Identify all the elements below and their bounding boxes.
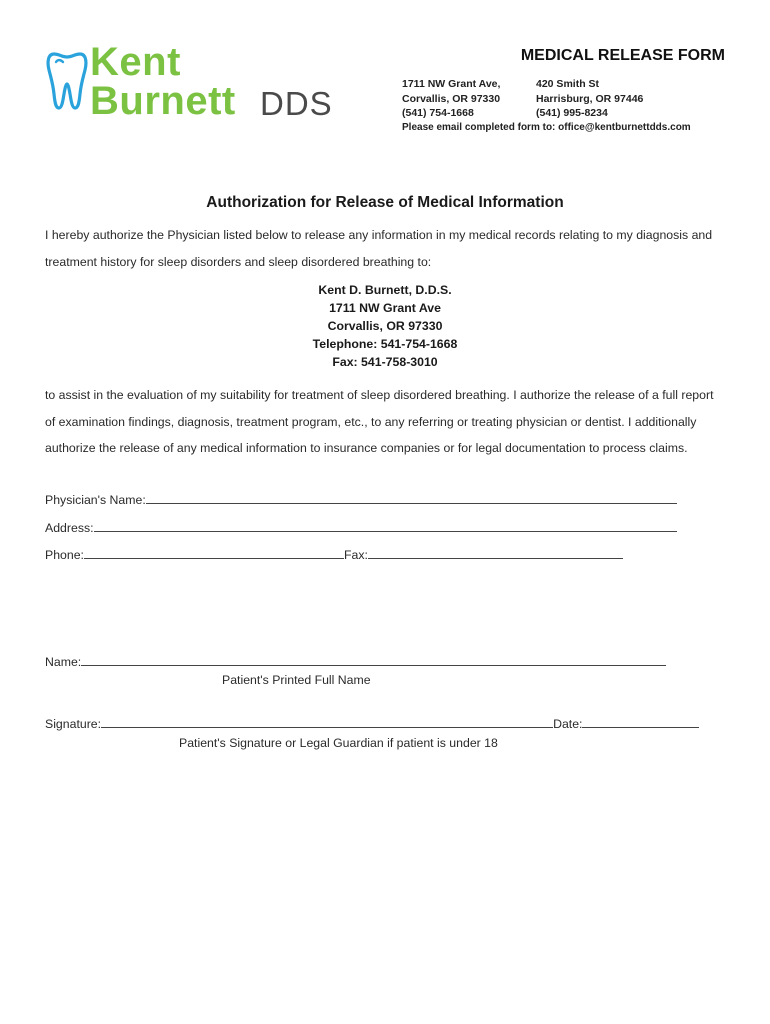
logo-word-burnett: Burnett bbox=[90, 79, 236, 123]
date-label: Date: bbox=[553, 717, 583, 731]
office-city: Harrisburg, OR 97446 bbox=[536, 92, 644, 105]
office-phone: (541) 754-1668 bbox=[402, 107, 474, 119]
logo-word-dds: DDS bbox=[260, 85, 333, 122]
paragraph-line: authorize the release of any medical information to insurance companies or for legal documentation to process claims. bbox=[45, 441, 688, 455]
office-street: 420 Smith St bbox=[536, 78, 600, 90]
physician-name-row bbox=[45, 493, 677, 507]
recipient-name: Kent D. Burnett, D.D.S. bbox=[318, 283, 452, 297]
logo-word-kent: Kent bbox=[90, 40, 181, 84]
signature-field[interactable] bbox=[101, 717, 553, 728]
paragraph-line: treatment history for sleep disorders and sleep disordered breathing to: bbox=[45, 254, 432, 269]
form-title: MEDICAL RELEASE FORM bbox=[520, 47, 725, 64]
paragraph-line: of examination findings, diagnosis, treatment program, etc., to any referring or treating physician or dentist. I additionally bbox=[45, 414, 697, 429]
name-label: Name: bbox=[45, 655, 82, 669]
office-city: Corvallis, OR 97330 bbox=[402, 92, 501, 105]
address-field[interactable] bbox=[94, 521, 677, 532]
signature-caption: Patient's Signature or Legal Guardian if patient is under 18 bbox=[179, 736, 498, 750]
recipient-fax: Fax: 541-758-3010 bbox=[332, 355, 438, 369]
fax-field[interactable] bbox=[368, 548, 623, 559]
authorization-paragraph bbox=[45, 222, 735, 275]
name-caption: Patient's Printed Full Name bbox=[222, 673, 371, 687]
recipient-telephone: Telephone: 541-754-1668 bbox=[312, 337, 458, 351]
physician-name-label: Physician's Name: bbox=[45, 493, 146, 507]
recipient-street: 1711 NW Grant Ave bbox=[329, 301, 441, 315]
practice-logo bbox=[46, 40, 336, 123]
phone-fax-row bbox=[45, 548, 623, 562]
signature-label: Signature: bbox=[45, 717, 102, 731]
phone-field[interactable] bbox=[84, 548, 344, 559]
fax-label: Fax: bbox=[343, 548, 368, 562]
office-street: 1711 NW Grant Ave, bbox=[402, 78, 501, 90]
address-label: Address: bbox=[45, 521, 94, 535]
physician-name-field[interactable] bbox=[146, 493, 677, 504]
document-title: Authorization for Release of Medical Information bbox=[206, 194, 564, 211]
patient-name-row bbox=[45, 655, 666, 669]
date-field[interactable] bbox=[582, 717, 699, 728]
email-instruction: Please email completed form to: office@kentburnettdds.com bbox=[402, 122, 691, 133]
recipient-city: Corvallis, OR 97330 bbox=[327, 319, 443, 333]
tooth-icon bbox=[46, 50, 88, 112]
phone-label: Phone: bbox=[45, 548, 84, 562]
signature-row bbox=[45, 717, 699, 731]
address-row bbox=[45, 521, 677, 535]
paragraph-line: to assist in the evaluation of my suitability for treatment of sleep disordered breathing. I authorize the release of a full report bbox=[45, 388, 714, 402]
office-address-harrisburg bbox=[536, 77, 643, 121]
recipient-address-block bbox=[0, 281, 770, 371]
paragraph-line: I hereby authorize the Physician listed below to release any information in my medical records relating to my diagnosis and bbox=[45, 228, 713, 242]
office-phone: (541) 995-8234 bbox=[536, 107, 608, 119]
patient-name-field[interactable] bbox=[81, 655, 666, 666]
purpose-paragraph bbox=[45, 382, 735, 462]
office-address-corvallis bbox=[402, 77, 500, 121]
